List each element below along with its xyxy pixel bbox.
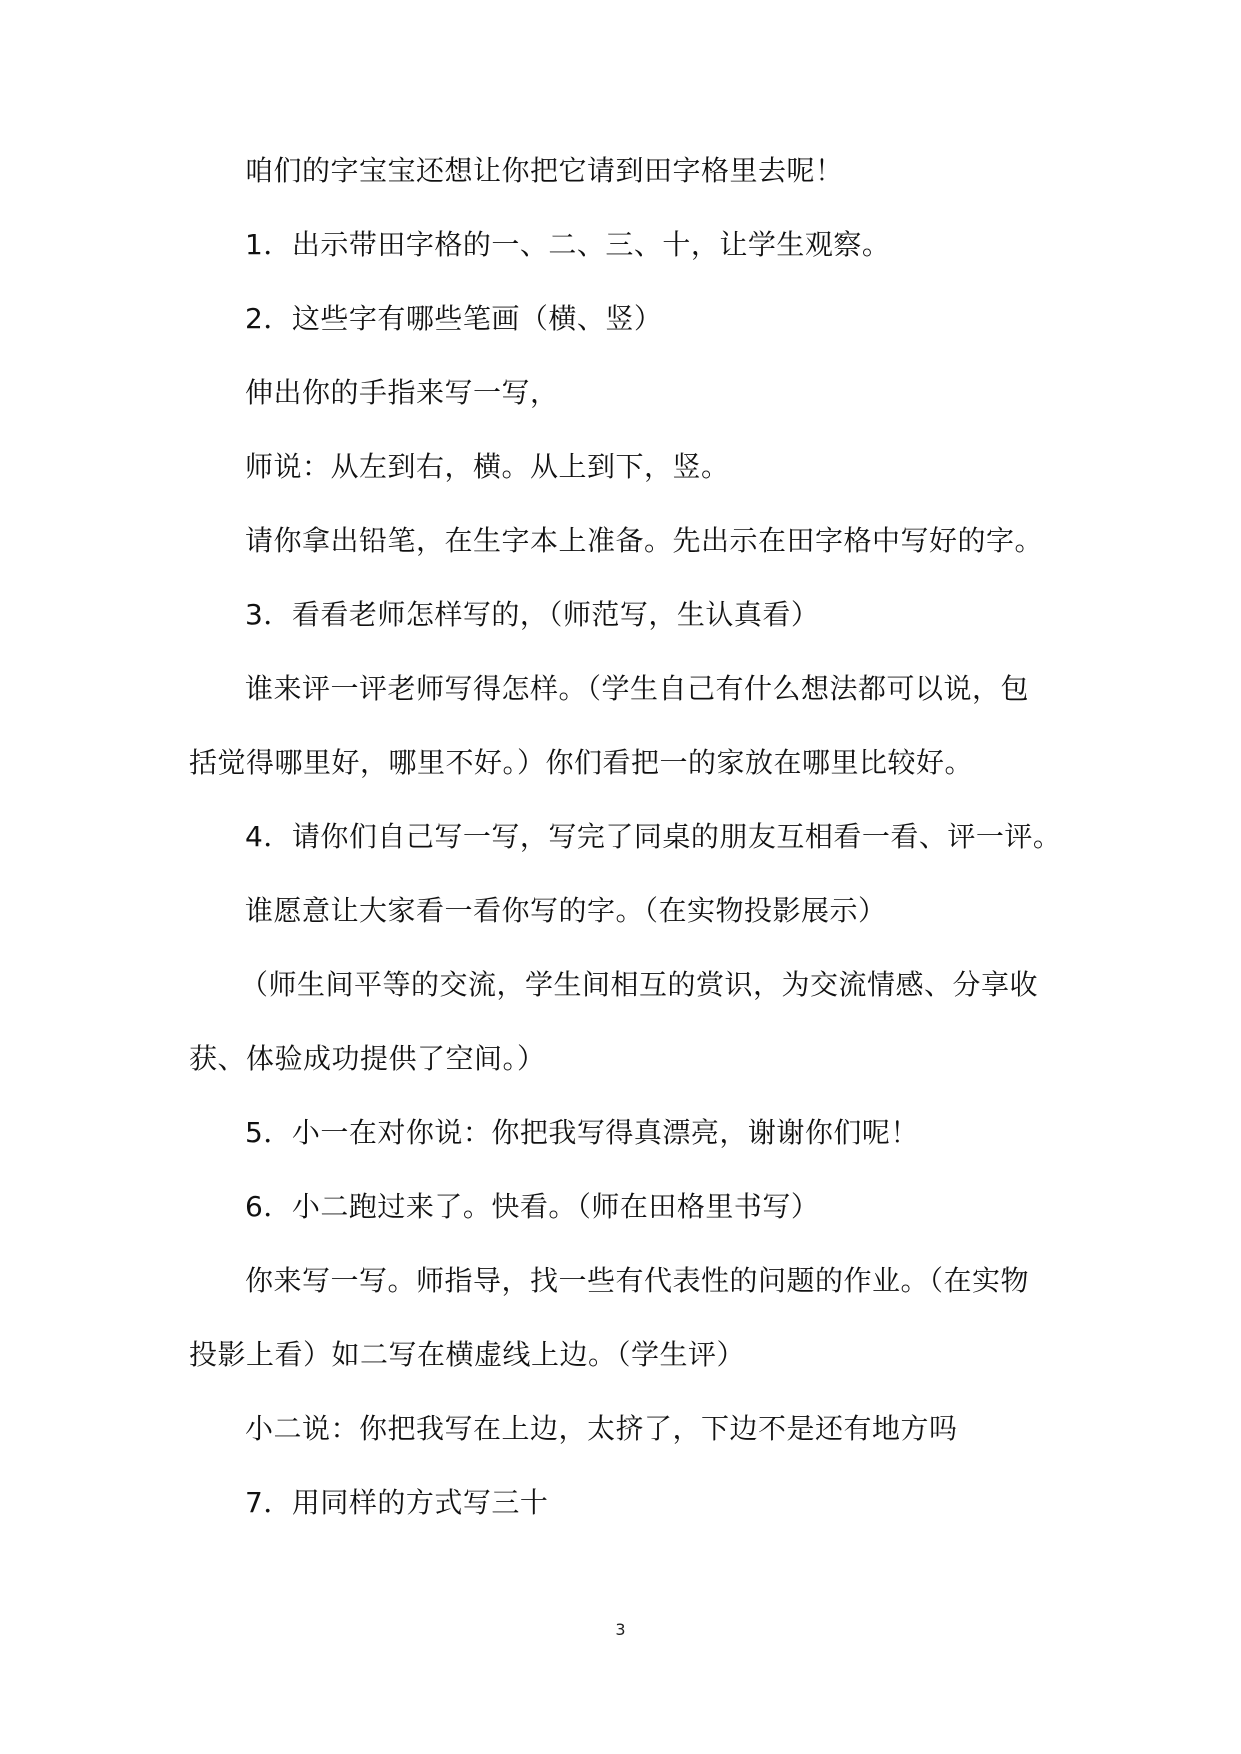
paragraph-line: 师说：从左到右，横。从上到下，竖。 <box>245 450 730 483</box>
paragraph-line: 你来写一写。师指导，找一些有代表性的问题的作业。（在实物 <box>245 1264 1030 1297</box>
page-number: 3 <box>615 1620 626 1639</box>
paragraph-line: 4．请你们自己写一写，写完了同桌的朋友互相看一看、评一评。 <box>245 820 1062 853</box>
paragraph-line: 伸出你的手指来写一写， <box>245 376 559 409</box>
paragraph-line: 投影上看）如二写在横虚线上边。（学生评） <box>189 1338 746 1371</box>
paragraph-line: 咱们的字宝宝还想让你把它请到田字格里去呢！ <box>245 154 844 187</box>
paragraph-line: 2．这些字有哪些笔画（横、竖） <box>245 302 663 335</box>
paragraph-line: 谁愿意让大家看一看你写的字。（在实物投影展示） <box>245 894 887 927</box>
paragraph-line: 1．出示带田字格的一、二、三、十，让学生观察。 <box>245 228 891 261</box>
paragraph-line: （师生间平等的交流，学生间相互的赏识，为交流情感、分享收 <box>240 968 1039 1001</box>
paragraph-line: 获、体验成功提供了空间。） <box>189 1042 546 1075</box>
paragraph-line: 7．用同样的方式写三十 <box>245 1486 549 1519</box>
paragraph-line: 谁来评一评老师写得怎样。（学生自己有什么想法都可以说，包 <box>245 672 1030 705</box>
paragraph-line: 3．看看老师怎样写的，（师范写，生认真看） <box>245 598 820 631</box>
paragraph-line: 6．小二跑过来了。快看。（师在田格里书写） <box>245 1190 820 1223</box>
paragraph-line: 小二说：你把我写在上边，太挤了，下边不是还有地方吗 <box>245 1412 958 1445</box>
paragraph-line: 括觉得哪里好，哪里不好。）你们看把一的家放在哪里比较好。 <box>189 746 974 779</box>
paragraph-line: 5．小一在对你说：你把我写得真漂亮，谢谢你们呢！ <box>245 1116 919 1149</box>
paragraph-line: 请你拿出铅笔，在生字本上准备。先出示在田字格中写好的字。 <box>245 524 1044 557</box>
